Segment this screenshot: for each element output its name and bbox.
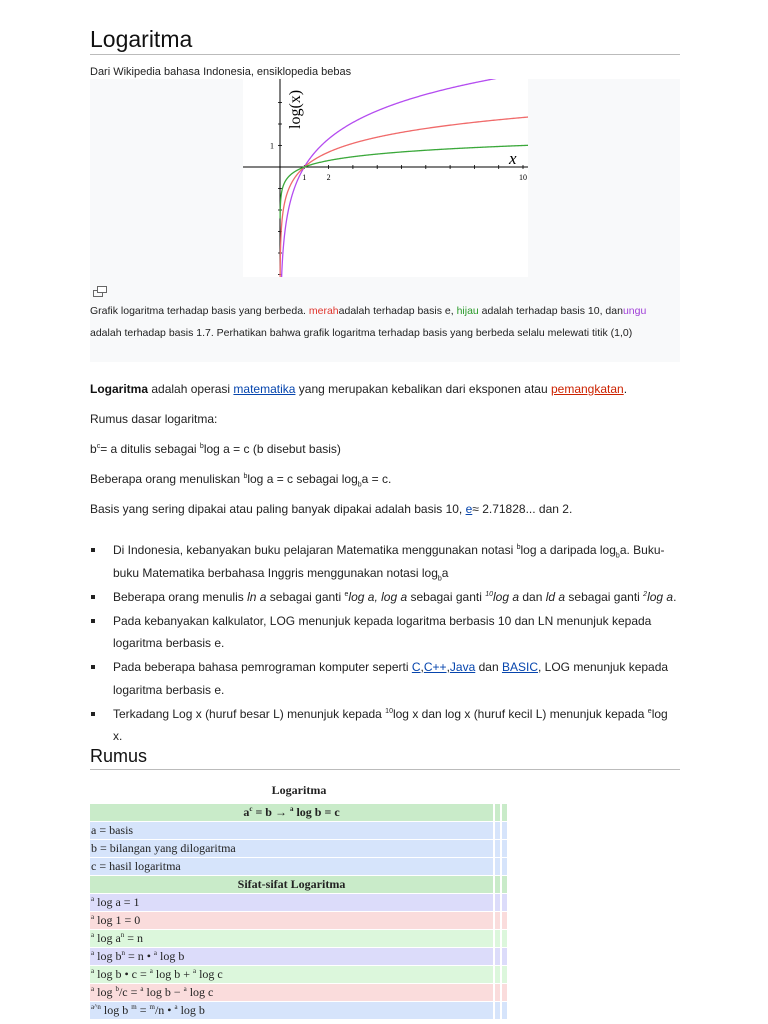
notation-text: log a = c sebagai log: [247, 472, 358, 486]
cell-sup: a: [192, 967, 197, 975]
notes-list: [90, 539, 680, 749]
cell-sup: n: [120, 931, 125, 939]
table-cell: [90, 984, 493, 1001]
list-text: Beberapa orang menulis: [113, 589, 248, 604]
table-cell: [500, 930, 507, 947]
table-row: [90, 948, 507, 965]
cell-text: log b: [100, 1003, 132, 1017]
table-cell: c = hasil logaritma: [90, 858, 493, 875]
cell-sup: a: [91, 985, 95, 993]
rumus-dasar-text: Rumus dasar logaritma:: [90, 412, 218, 426]
figure-caption: [90, 301, 665, 344]
intro-text: yang merupakan kebalikan dari eksponen atau: [295, 382, 551, 396]
cell-text: = n: [124, 931, 144, 945]
list-sup: 10: [485, 590, 493, 598]
basis-paragraph: [90, 502, 572, 516]
table-cell: [493, 912, 500, 929]
figure-thumbnail: [90, 79, 680, 362]
list-text: , LOG menunjuk kepada logaritma berbasis e.: [113, 660, 669, 697]
list-item: [90, 703, 680, 748]
cell-text: log b: [177, 1003, 205, 1017]
log-curve: [282, 79, 504, 277]
list-item: [90, 539, 680, 584]
caption-text: adalah terhadap basis e,: [338, 305, 457, 317]
table-cell: [500, 984, 507, 1001]
table-cell: [500, 1002, 507, 1019]
section-heading-rumus: Rumus: [90, 746, 680, 770]
cell-sup: a: [153, 949, 158, 957]
link-cpp[interactable]: C++: [423, 660, 447, 674]
table-cell: a = basis: [90, 822, 493, 839]
cell-text: log a: [94, 931, 121, 945]
caption-green-word: hijau: [456, 305, 479, 317]
page-title: Logaritma: [90, 26, 680, 55]
x-tick-label: 10: [519, 173, 527, 182]
list-text: sebagai ganti: [565, 589, 644, 604]
list-sup: 10: [385, 707, 393, 715]
table-cell: [493, 948, 500, 965]
list-italic: log a: [647, 589, 674, 604]
list-sub: b: [437, 574, 442, 582]
link-matematika[interactable]: matematika: [233, 382, 296, 396]
cell-sup: a: [91, 913, 95, 921]
table-cell: [500, 912, 507, 929]
list-text: a: [441, 565, 449, 580]
x-axis-label: x: [509, 149, 517, 168]
link-c[interactable]: C: [411, 660, 421, 674]
table-cell: [90, 894, 493, 911]
table-row: [90, 894, 507, 911]
cell-text: log b +: [152, 967, 193, 981]
list-text: .: [673, 589, 677, 604]
list-sup: 2: [643, 590, 648, 598]
list-text: dan: [475, 660, 502, 674]
logarithm-table: [90, 803, 507, 1020]
intro-bold: Logaritma: [90, 382, 149, 396]
cell-sup: m: [131, 1003, 137, 1011]
cell-text: = b →: [252, 805, 290, 819]
cell-text: log c: [196, 967, 223, 981]
cell-sup: a: [140, 985, 144, 993]
table-cell: [493, 966, 500, 983]
table-cell: [493, 984, 500, 1001]
table-row: [90, 930, 507, 947]
table-row: [90, 840, 507, 857]
basis-text: ≈ 2.71828... dan 2.: [472, 502, 573, 516]
link-java[interactable]: Java: [449, 660, 476, 674]
cell-text: log b: [94, 949, 122, 963]
cell-sup: a^n: [91, 1003, 101, 1011]
list-text: ,: [420, 660, 424, 674]
notation-text: a = c.: [361, 472, 392, 486]
y-axis-label: log(x): [287, 89, 304, 129]
cell-sup: a: [174, 1003, 178, 1011]
table-cell: [500, 804, 507, 821]
table-cell: [500, 948, 507, 965]
table-cell: [493, 822, 500, 839]
cell-sup: a: [91, 895, 95, 903]
list-text: log a daripada log: [520, 543, 616, 557]
cell-sup: b: [115, 985, 119, 993]
table-cell: [493, 804, 500, 821]
formula-part: = a ditulis sebagai: [100, 442, 200, 456]
list-sup: e: [647, 707, 652, 715]
list-text: a. Buku-buku Matematika berbahasa Inggris menggunakan notasi log: [113, 543, 665, 580]
table-row: [90, 822, 507, 839]
list-text: log x.: [113, 706, 668, 743]
table-row: [90, 966, 507, 983]
cell-text: log b −: [143, 985, 184, 999]
log-chart-svg: [243, 79, 528, 277]
table-cell: [500, 840, 507, 857]
cell-text: /n •: [154, 1003, 175, 1017]
list-italic: log a, log a: [348, 589, 408, 604]
table-cell: [90, 912, 493, 929]
table-cell: [90, 1002, 493, 1019]
caption-red-word: merah: [308, 305, 339, 317]
cell-text: /c =: [118, 985, 141, 999]
table-cell: [500, 822, 507, 839]
cell-sup: a: [289, 805, 294, 813]
x-tick-label: 1: [302, 173, 307, 182]
formula-sup: b: [199, 443, 204, 450]
notation-sup: b: [243, 473, 248, 480]
basis-text: Basis yang sering dipakai atau paling banyak dipakai adalah basis 10,: [90, 502, 466, 516]
table-row: [90, 876, 507, 893]
cell-text: log c: [186, 985, 214, 999]
magnify-icon[interactable]: [93, 284, 107, 302]
caption-text: Grafik logaritma terhadap basis yang berbeda.: [90, 305, 309, 317]
table-cell: [493, 876, 500, 893]
intro-text: adalah operasi: [148, 382, 234, 396]
notation-text: Beberapa orang menuliskan: [90, 472, 244, 486]
log-curve: [280, 116, 528, 277]
y-tick-label: 1: [270, 141, 274, 151]
tagline: Dari Wikipedia bahasa Indonesia, ensiklopedia bebas: [90, 66, 352, 78]
list-italic: log a: [493, 589, 520, 604]
cell-text: log 1 = 0: [94, 913, 141, 927]
list-item: [90, 656, 680, 701]
table-cell: [493, 840, 500, 857]
x-tick-label: 2: [326, 173, 331, 182]
table-cell: [90, 966, 493, 983]
cell-text: log a = 1: [94, 895, 140, 909]
cell-text: a: [243, 805, 250, 819]
chart-labels: [270, 90, 527, 182]
table-cell: [500, 966, 507, 983]
log-graph[interactable]: [243, 79, 528, 277]
formula-definition: [90, 442, 341, 456]
chart-axes: [243, 79, 528, 277]
intro-paragraph: [90, 382, 627, 396]
table-cell: [90, 948, 493, 965]
table-cell: [493, 858, 500, 875]
formula-part: b: [90, 442, 97, 456]
list-text: sebagai ganti: [407, 589, 486, 604]
link-e[interactable]: e: [465, 502, 473, 516]
cell-sup: a: [149, 967, 153, 975]
chart-curves: [280, 79, 528, 277]
cell-sup: a: [91, 967, 95, 975]
cell-text: log b: [157, 949, 185, 963]
table-cell: [493, 894, 500, 911]
list-item: Pada kebanyakan kalkulator, LOG menunjuk kepada logaritma berbasis 10 dan LN menunjuk kepada logaritma berbasis e.: [90, 610, 680, 655]
notation-sub: b: [357, 481, 362, 489]
table-row: [90, 912, 507, 929]
cell-sup: n: [121, 949, 125, 957]
notation-paragraph: [90, 472, 392, 489]
table-caption: Logaritma: [271, 783, 327, 797]
cell-sup: c: [249, 805, 253, 813]
table-cell: [493, 1002, 500, 1019]
list-text: log x dan log x (huruf kecil L) menunjuk kepada: [392, 706, 648, 721]
list-sub: b: [615, 552, 620, 560]
list-text: ,: [446, 660, 450, 674]
list-text: Pada beberapa bahasa pemrograman komputer seperti: [113, 660, 412, 674]
list-italic: ln a: [247, 589, 267, 604]
cell-text: log: [94, 985, 116, 999]
formula-part: log a = c (b disebut basis): [203, 442, 341, 456]
table-row: [90, 858, 507, 875]
log-curve: [280, 145, 528, 219]
table-header-formula: [90, 804, 493, 821]
table-row: [90, 984, 507, 1001]
table-cell: [500, 858, 507, 875]
table-row: [90, 804, 507, 821]
table-cell: b = bilangan yang dilogaritma: [90, 840, 493, 857]
cell-sup: a: [183, 985, 187, 993]
table-cell: [90, 930, 493, 947]
list-text: Terkadang Log x (huruf besar L) menunjuk kepada: [113, 706, 386, 721]
list-text: Di Indonesia, kebanyakan buku pelajaran Matematika menggunakan notasi: [113, 543, 517, 557]
table-header: Sifat-sifat Logaritma: [90, 876, 493, 893]
list-item: [90, 586, 680, 609]
cell-text: =: [136, 1003, 150, 1017]
link-basic[interactable]: BASIC: [501, 660, 538, 674]
list-text: dan: [519, 589, 546, 604]
cell-text: log b = c: [293, 805, 340, 819]
cell-sup: m: [149, 1003, 155, 1011]
list-italic: ld a: [545, 589, 566, 604]
table-cell: [500, 876, 507, 893]
cell-text: = n •: [124, 949, 154, 963]
table-row: [90, 1002, 507, 1019]
list-text: sebagai ganti: [266, 589, 345, 604]
cell-text: log b • c =: [94, 967, 150, 981]
list-sup: b: [516, 544, 521, 551]
formula-sup: c: [96, 443, 101, 450]
cell-sup: a: [91, 949, 95, 957]
caption-purple-word: ungu: [622, 305, 647, 317]
table-cell: [493, 930, 500, 947]
caption-text: adalah terhadap basis 1.7. Perhatikan bahwa grafik logaritma terhadap basis yang berbeda selalu melewati titik (1,0): [90, 326, 633, 339]
caption-text: adalah terhadap basis 10, dan: [478, 305, 623, 317]
table-cell: [500, 894, 507, 911]
cell-sup: a: [91, 931, 95, 939]
link-pemangkatan[interactable]: pemangkatan: [550, 382, 624, 396]
intro-text: .: [623, 382, 628, 396]
list-sup: e: [344, 590, 349, 598]
